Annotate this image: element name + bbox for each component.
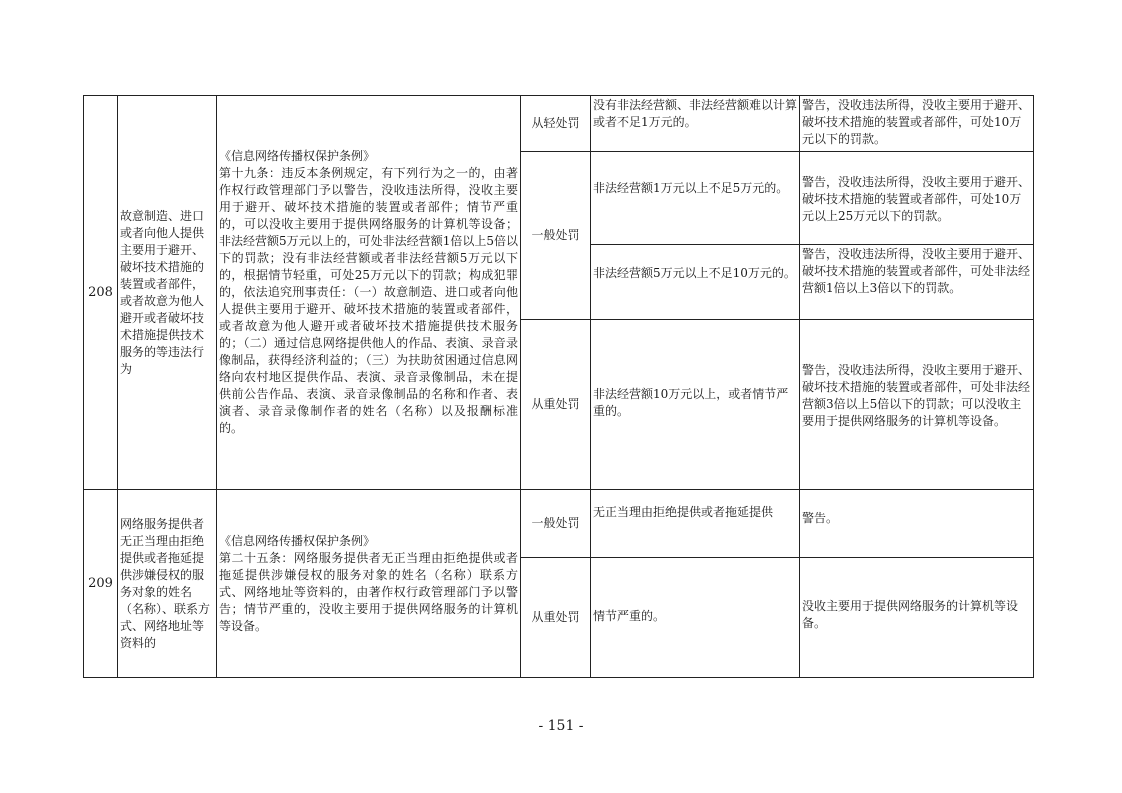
- item-number: 209: [84, 490, 118, 678]
- penalty-measure: 警告，没收违法所得，没收主要用于避开、破坏技术措施的装置或者部件，可处非法经营额3倍以上5倍以下的罚款；可以没收主要用于提供网络服务的计算机等设备。: [800, 320, 1034, 490]
- penalty-condition: 非法经营额10万元以上，或者情节严重的。: [591, 320, 800, 490]
- penalty-measure: 没收主要用于提供网络服务的计算机等设备。: [800, 558, 1034, 678]
- violation-behavior: 网络服务提供者无正当理由拒绝提供或者拖延提供涉嫌侵权的服务对象的姓名（名称）、联系方式、网络地址等资料的: [118, 490, 217, 678]
- penalty-condition: 非法经营额5万元以上不足10万元的。: [591, 245, 800, 320]
- law-text: 第二十五条：网络服务提供者无正当理由拒绝提供或者拖延提供涉嫌侵权的服务对象的姓名（名称）联系方式、网络地址等资料的，由著作权行政管理部门予以警告；情节严重的，没收主要用于提供网络服务的计算机等设备。: [219, 550, 518, 633]
- penalty-measure: 警告，没收违法所得，没收主要用于避开、破坏技术措施的装置或者部件，可处10万元以上25万元以下的罚款。: [800, 152, 1034, 245]
- penalty-condition: 情节严重的。: [591, 558, 800, 678]
- legal-basis: [217, 96, 521, 490]
- penalty-table: [83, 95, 1034, 678]
- law-title: 《信息网络传播权保护条例》: [219, 149, 376, 163]
- legal-basis: [217, 490, 521, 678]
- penalty-condition: 无正当理由拒绝提供或者拖延提供: [591, 490, 800, 558]
- law-text: 第十九条：违反本条例规定，有下列行为之一的，由著作权行政管理部门予以警告，没收违法所得，没收主要用于避开、破坏技术措施的装置或者部件；情节严重的，可以没收主要用于提供网络服务的计算机等设备；非法经营额5万元以上的，可处非法经营额1倍以上5倍以下的罚款；没有非法经营额或者非法经营额5万元以下的，根据情节轻重，可处25万元以下的罚款；构成犯罪的，依法追究刑事责任：（一）故意制造、进口或者向他人提供主要用于避开、破坏技术措施的装置或者部件，或者故意为他人避开或者破坏技术措施提供技术服务的；（二）通过信息网络提供他人的作品、表演、录音录像制品，获得经济利益的；（三）为扶助贫困通过信息网络向农村地区提供作品、表演、录音录像制品，未在提供前公告作品、表演、录音录像制品的名称和作者、表演者、录音录像制作者的姓名（名称）以及报酬标准的。: [219, 166, 518, 435]
- penalty-measure: 警告，没收违法所得，没收主要用于避开、破坏技术措施的装置或者部件，可处10万元以下的罚款。: [800, 96, 1034, 152]
- table-row: [84, 96, 1034, 152]
- penalty-condition: 没有非法经营额、非法经营额难以计算或者不足1万元的。: [591, 96, 800, 152]
- page-number: - 151 -: [538, 718, 584, 734]
- law-title: 《信息网络传播权保护条例》: [219, 533, 376, 548]
- penalty-level: 从重处罚: [521, 558, 591, 678]
- penalty-level: 一般处罚: [521, 490, 591, 558]
- penalty-measure: 警告，没收违法所得，没收主要用于避开、破坏技术措施的装置或者部件，可处非法经营额1倍以上3倍以下的罚款。: [800, 245, 1034, 320]
- penalty-measure: 警告。: [800, 490, 1034, 558]
- penalty-condition: 非法经营额1万元以上不足5万元的。: [591, 152, 800, 245]
- item-number: 208: [84, 96, 118, 490]
- violation-behavior: 故意制造、进口或者向他人提供主要用于避开、破坏技术措施的装置或者部件，或者故意为他人避开或者破坏技术措施提供技术服务的等违法行为: [118, 96, 217, 490]
- penalty-level: 从重处罚: [521, 320, 591, 490]
- penalty-level: 一般处罚: [521, 152, 591, 320]
- table-row: [84, 490, 1034, 558]
- penalty-level: 从轻处罚: [521, 96, 591, 152]
